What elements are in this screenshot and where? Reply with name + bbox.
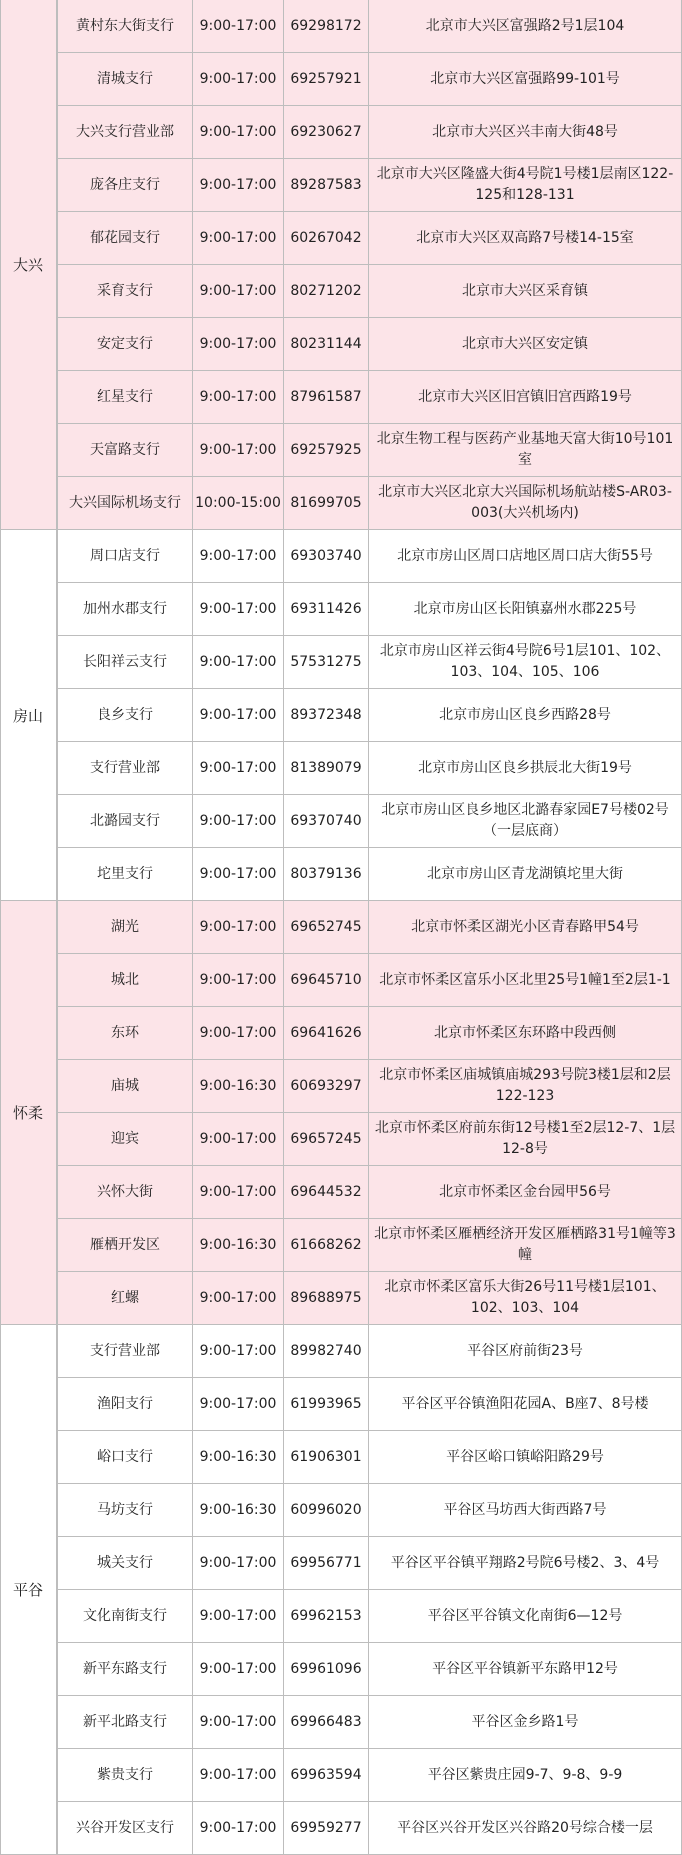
address-cell: 北京市房山区祥云街4号院6号1层101、102、103、104、105、106 (369, 636, 682, 688)
table-row (57, 1325, 682, 1378)
hours-cell: 9:00-17:00 (193, 530, 284, 582)
hours-cell: 9:00-16:30 (193, 1431, 284, 1483)
hours-cell: 9:00-17:00 (193, 848, 284, 900)
hours-cell: 9:00-17:00 (193, 1272, 284, 1324)
phone-cell: 80379136 (284, 848, 369, 900)
address-cell: 北京市大兴区隆盛大街4号院1号楼1层南区122-125和128-131 (369, 159, 682, 211)
table-row (57, 1484, 682, 1537)
phone-cell: 89372348 (284, 689, 369, 741)
phone-cell: 69956771 (284, 1537, 369, 1589)
hours-cell: 9:00-16:30 (193, 1484, 284, 1536)
branch-name-cell: 天富路支行 (57, 424, 193, 476)
branch-name-cell: 新平东路支行 (57, 1643, 193, 1695)
address-cell: 北京市大兴区双高路7号楼14-15室 (369, 212, 682, 264)
address-cell: 北京市房山区长阳镇嘉州水郡225号 (369, 583, 682, 635)
hours-cell: 9:00-17:00 (193, 1325, 284, 1377)
phone-cell: 57531275 (284, 636, 369, 688)
address-cell: 北京市怀柔区富乐小区北里25号1幢1至2层1-1 (369, 954, 682, 1006)
phone-cell: 69645710 (284, 954, 369, 1006)
address-cell: 北京市怀柔区东环路中段西侧 (369, 1007, 682, 1059)
phone-cell: 69370740 (284, 795, 369, 847)
hours-cell: 9:00-17:00 (193, 318, 284, 370)
phone-cell: 69966483 (284, 1696, 369, 1748)
table-row (57, 1431, 682, 1484)
hours-cell: 9:00-17:00 (193, 106, 284, 158)
branch-name-cell: 雁栖开发区 (57, 1219, 193, 1271)
branch-name-cell: 红星支行 (57, 371, 193, 423)
address-cell: 平谷区平谷镇平翔路2号院6号楼2、3、4号 (369, 1537, 682, 1589)
branch-name-cell: 北潞园支行 (57, 795, 193, 847)
phone-cell: 61906301 (284, 1431, 369, 1483)
address-cell: 北京市大兴区富强路2号1层104 (369, 0, 682, 52)
address-cell: 北京市房山区青龙湖镇坨里大街 (369, 848, 682, 900)
table-row (57, 742, 682, 795)
branch-name-cell: 湖光 (57, 901, 193, 953)
phone-cell: 69303740 (284, 530, 369, 582)
table-row (57, 1696, 682, 1749)
hours-cell: 9:00-17:00 (193, 1537, 284, 1589)
table-row (57, 689, 682, 742)
district-cell: 大兴 (0, 0, 57, 530)
table-row (57, 159, 682, 212)
hours-cell: 9:00-17:00 (193, 1113, 284, 1165)
phone-cell: 69963594 (284, 1749, 369, 1801)
table-row (57, 1060, 682, 1113)
phone-cell: 89287583 (284, 159, 369, 211)
address-cell: 平谷区府前街23号 (369, 1325, 682, 1377)
phone-cell: 69641626 (284, 1007, 369, 1059)
hours-cell: 9:00-17:00 (193, 954, 284, 1006)
hours-cell: 9:00-16:30 (193, 1060, 284, 1112)
phone-cell: 80231144 (284, 318, 369, 370)
address-cell: 北京市房山区良乡西路28号 (369, 689, 682, 741)
branch-name-cell: 安定支行 (57, 318, 193, 370)
table-row (57, 954, 682, 1007)
branch-name-cell: 红螺 (57, 1272, 193, 1324)
address-cell: 平谷区兴谷开发区兴谷路20号综合楼一层 (369, 1802, 682, 1854)
branch-name-cell: 新平北路支行 (57, 1696, 193, 1748)
table-row (57, 1166, 682, 1219)
phone-cell: 69657245 (284, 1113, 369, 1165)
branch-name-cell: 城关支行 (57, 1537, 193, 1589)
address-cell: 北京市怀柔区雁栖经济开发区雁栖路31号1幢等3幢 (369, 1219, 682, 1271)
phone-cell: 61668262 (284, 1219, 369, 1271)
branch-name-cell: 城北 (57, 954, 193, 1006)
table-row (57, 106, 682, 159)
hours-cell: 9:00-17:00 (193, 689, 284, 741)
table-row (57, 1537, 682, 1590)
phone-cell: 60267042 (284, 212, 369, 264)
branch-name-cell: 黄村东大街支行 (57, 0, 193, 52)
branch-name-cell: 兴谷开发区支行 (57, 1802, 193, 1854)
branch-name-cell: 坨里支行 (57, 848, 193, 900)
branch-name-cell: 清城支行 (57, 53, 193, 105)
branch-name-cell: 加州水郡支行 (57, 583, 193, 635)
hours-cell: 9:00-17:00 (193, 1802, 284, 1854)
branch-name-cell: 支行营业部 (57, 1325, 193, 1377)
address-cell: 平谷区紫贵庄园9-7、9-8、9-9 (369, 1749, 682, 1801)
address-cell: 北京市怀柔区金台园甲56号 (369, 1166, 682, 1218)
branch-name-cell: 兴怀大街 (57, 1166, 193, 1218)
address-cell: 北京市大兴区采育镇 (369, 265, 682, 317)
table-row (57, 1643, 682, 1696)
hours-cell: 9:00-17:00 (193, 742, 284, 794)
table-row (57, 265, 682, 318)
hours-cell: 9:00-17:00 (193, 1590, 284, 1642)
table-row (57, 795, 682, 848)
table-row (57, 1378, 682, 1431)
phone-cell: 69311426 (284, 583, 369, 635)
phone-cell: 89982740 (284, 1325, 369, 1377)
branch-name-cell: 采育支行 (57, 265, 193, 317)
address-cell: 北京市怀柔区湖光小区青春路甲54号 (369, 901, 682, 953)
phone-cell: 69257925 (284, 424, 369, 476)
table-row (57, 583, 682, 636)
branch-name-cell: 庙城 (57, 1060, 193, 1112)
table-row (57, 1272, 682, 1325)
address-cell: 北京市房山区良乡地区北潞春家园E7号楼02号（一层底商） (369, 795, 682, 847)
hours-cell: 9:00-17:00 (193, 159, 284, 211)
district-cell: 房山 (0, 530, 57, 901)
address-cell: 平谷区平谷镇新平东路甲12号 (369, 1643, 682, 1695)
address-cell: 平谷区金乡路1号 (369, 1696, 682, 1748)
table-row (57, 901, 682, 954)
hours-cell: 9:00-17:00 (193, 265, 284, 317)
phone-cell: 69644532 (284, 1166, 369, 1218)
table-row (57, 636, 682, 689)
hours-cell: 9:00-17:00 (193, 901, 284, 953)
branch-name-cell: 迎宾 (57, 1113, 193, 1165)
address-cell: 北京市房山区周口店地区周口店大街55号 (369, 530, 682, 582)
table-row (57, 1007, 682, 1060)
table-row (57, 1219, 682, 1272)
phone-cell: 60693297 (284, 1060, 369, 1112)
phone-cell: 81699705 (284, 477, 369, 529)
branch-name-cell: 马坊支行 (57, 1484, 193, 1536)
branch-name-cell: 庞各庄支行 (57, 159, 193, 211)
phone-cell: 69298172 (284, 0, 369, 52)
address-cell: 北京市房山区良乡拱辰北大街19号 (369, 742, 682, 794)
phone-cell: 69652745 (284, 901, 369, 953)
address-cell: 北京市大兴区安定镇 (369, 318, 682, 370)
address-cell: 北京市怀柔区庙城镇庙城293号院3楼1层和2层122-123 (369, 1060, 682, 1112)
hours-cell: 9:00-17:00 (193, 371, 284, 423)
address-cell: 平谷区峪口镇峪阳路29号 (369, 1431, 682, 1483)
hours-cell: 10:00-15:00 (193, 477, 284, 529)
branch-name-cell: 郁花园支行 (57, 212, 193, 264)
table-row (57, 1113, 682, 1166)
phone-cell: 87961587 (284, 371, 369, 423)
branch-name-cell: 良乡支行 (57, 689, 193, 741)
hours-cell: 9:00-17:00 (193, 1166, 284, 1218)
table-row (57, 371, 682, 424)
phone-cell: 81389079 (284, 742, 369, 794)
address-cell: 北京生物工程与医药产业基地天富大街10号101室 (369, 424, 682, 476)
address-cell: 北京市大兴区富强路99-101号 (369, 53, 682, 105)
district-cell: 平谷 (0, 1325, 57, 1855)
address-cell: 北京市怀柔区富乐大街26号11号楼1层101、102、103、104 (369, 1272, 682, 1324)
branch-name-cell: 文化南街支行 (57, 1590, 193, 1642)
hours-cell: 9:00-17:00 (193, 212, 284, 264)
phone-cell: 61993965 (284, 1378, 369, 1430)
branch-name-cell: 东环 (57, 1007, 193, 1059)
table-row (57, 477, 682, 530)
phone-cell: 89688975 (284, 1272, 369, 1324)
address-cell: 平谷区平谷镇文化南街6—12号 (369, 1590, 682, 1642)
hours-cell: 9:00-16:30 (193, 1219, 284, 1271)
phone-cell: 60996020 (284, 1484, 369, 1536)
table-row (57, 530, 682, 583)
phone-cell: 80271202 (284, 265, 369, 317)
district-cell: 怀柔 (0, 901, 57, 1325)
branch-name-cell: 紫贵支行 (57, 1749, 193, 1801)
branch-name-cell: 支行营业部 (57, 742, 193, 794)
branch-name-cell: 长阳祥云支行 (57, 636, 193, 688)
hours-cell: 9:00-17:00 (193, 424, 284, 476)
hours-cell: 9:00-17:00 (193, 0, 284, 52)
table-row (57, 1802, 682, 1855)
hours-cell: 9:00-17:00 (193, 1007, 284, 1059)
table-row (57, 1749, 682, 1802)
table-row (57, 0, 682, 53)
address-cell: 北京市大兴区兴丰南大街48号 (369, 106, 682, 158)
branch-name-cell: 峪口支行 (57, 1431, 193, 1483)
branch-name-cell: 渔阳支行 (57, 1378, 193, 1430)
phone-cell: 69961096 (284, 1643, 369, 1695)
branch-name-cell: 周口店支行 (57, 530, 193, 582)
address-cell: 北京市大兴区旧宫镇旧宫西路19号 (369, 371, 682, 423)
phone-cell: 69962153 (284, 1590, 369, 1642)
table-row (57, 1590, 682, 1643)
phone-cell: 69230627 (284, 106, 369, 158)
hours-cell: 9:00-17:00 (193, 583, 284, 635)
branch-name-cell: 大兴支行营业部 (57, 106, 193, 158)
phone-cell: 69959277 (284, 1802, 369, 1854)
branch-name-cell: 大兴国际机场支行 (57, 477, 193, 529)
hours-cell: 9:00-17:00 (193, 1643, 284, 1695)
address-cell: 平谷区马坊西大街西路7号 (369, 1484, 682, 1536)
hours-cell: 9:00-17:00 (193, 636, 284, 688)
address-cell: 平谷区平谷镇渔阳花园A、B座7、8号楼 (369, 1378, 682, 1430)
hours-cell: 9:00-17:00 (193, 1696, 284, 1748)
hours-cell: 9:00-17:00 (193, 795, 284, 847)
table-row (57, 848, 682, 901)
table-row (57, 424, 682, 477)
phone-cell: 69257921 (284, 53, 369, 105)
address-cell: 北京市大兴区北京大兴国际机场航站楼S-AR03-003(大兴机场内) (369, 477, 682, 529)
address-cell: 北京市怀柔区府前东街12号楼1至2层12-7、1层12-8号 (369, 1113, 682, 1165)
hours-cell: 9:00-17:00 (193, 1378, 284, 1430)
hours-cell: 9:00-17:00 (193, 53, 284, 105)
table-row (57, 212, 682, 265)
table-row (57, 53, 682, 106)
table-row (57, 318, 682, 371)
hours-cell: 9:00-17:00 (193, 1749, 284, 1801)
